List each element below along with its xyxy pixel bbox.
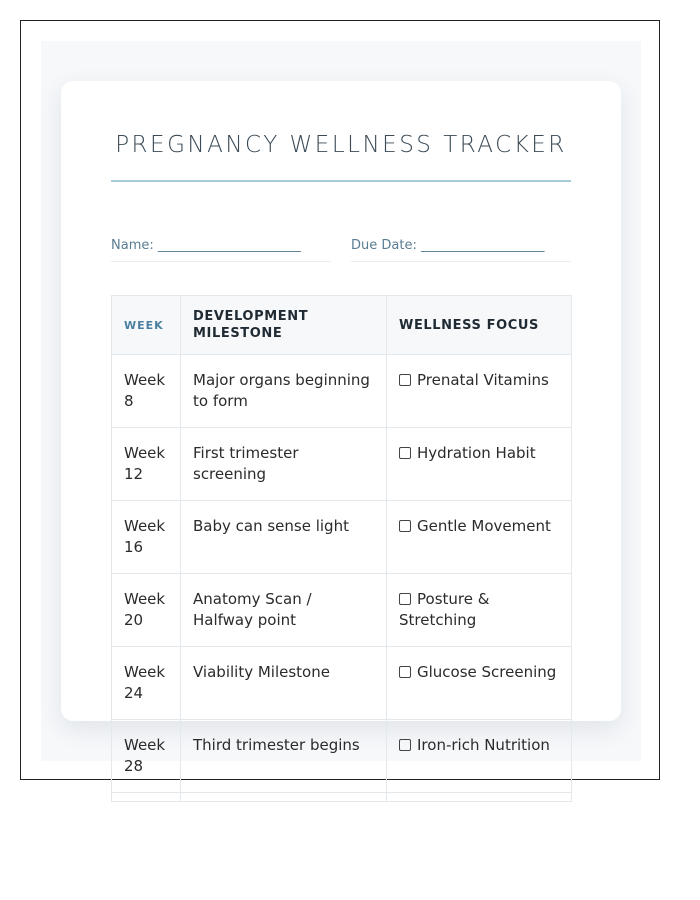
focus-cell	[387, 574, 572, 647]
milestone-cell: Third trimester begins	[181, 720, 387, 793]
checkbox-icon[interactable]	[399, 520, 411, 532]
milestone-cell: Anatomy Scan / Halfway point	[181, 574, 387, 647]
table-row	[112, 574, 572, 647]
checkbox-icon[interactable]	[399, 593, 411, 605]
week-cell: Week 28	[112, 720, 181, 793]
focus-column-header: WELLNESS FOCUS	[387, 296, 572, 355]
table-row	[112, 647, 572, 720]
table-header-row	[112, 296, 572, 355]
week-cell: Week 24	[112, 647, 181, 720]
focus-label: Prenatal Vitamins	[417, 371, 549, 389]
milestone-cell: Baby can sense light	[181, 501, 387, 574]
checkbox-icon[interactable]	[399, 374, 411, 386]
focus-cell	[387, 501, 572, 574]
table-row	[112, 501, 572, 574]
table-row	[112, 793, 572, 802]
milestone-cell: Major organs beginning to form	[181, 355, 387, 428]
milestone-cell: Viability Milestone	[181, 647, 387, 720]
focus-label: Gentle Movement	[417, 517, 551, 535]
focus-cell	[387, 793, 572, 802]
focus-cell	[387, 647, 572, 720]
table-row	[112, 428, 572, 501]
week-cell	[112, 793, 181, 802]
due-date-field[interactable]: Due Date: ___________________	[351, 238, 571, 262]
focus-label: Hydration Habit	[417, 444, 536, 462]
checkbox-icon[interactable]	[399, 666, 411, 678]
focus-label: Iron-rich Nutrition	[417, 736, 550, 754]
focus-label: Posture & Stretching	[399, 590, 490, 629]
focus-cell	[387, 720, 572, 793]
focus-cell	[387, 355, 572, 428]
week-cell: Week 20	[112, 574, 181, 647]
table-row	[112, 720, 572, 793]
table-row	[112, 355, 572, 428]
checkbox-icon[interactable]	[399, 447, 411, 459]
milestone-cell: First trimester screening	[181, 428, 387, 501]
week-column-header: WEEK	[112, 296, 181, 355]
week-cell: Week 8	[112, 355, 181, 428]
wellness-table	[111, 295, 572, 802]
milestone-cell	[181, 793, 387, 802]
checkbox-icon[interactable]	[399, 739, 411, 751]
week-cell: Week 12	[112, 428, 181, 501]
focus-label: Glucose Screening	[417, 663, 557, 681]
name-field[interactable]: Name: ______________________	[111, 238, 331, 262]
focus-cell	[387, 428, 572, 501]
week-cell: Week 16	[112, 501, 181, 574]
milestone-column-header: DEVELOPMENT MILESTONE	[181, 296, 387, 355]
page-title: PREGNANCY WELLNESS TRACKER	[111, 132, 571, 182]
